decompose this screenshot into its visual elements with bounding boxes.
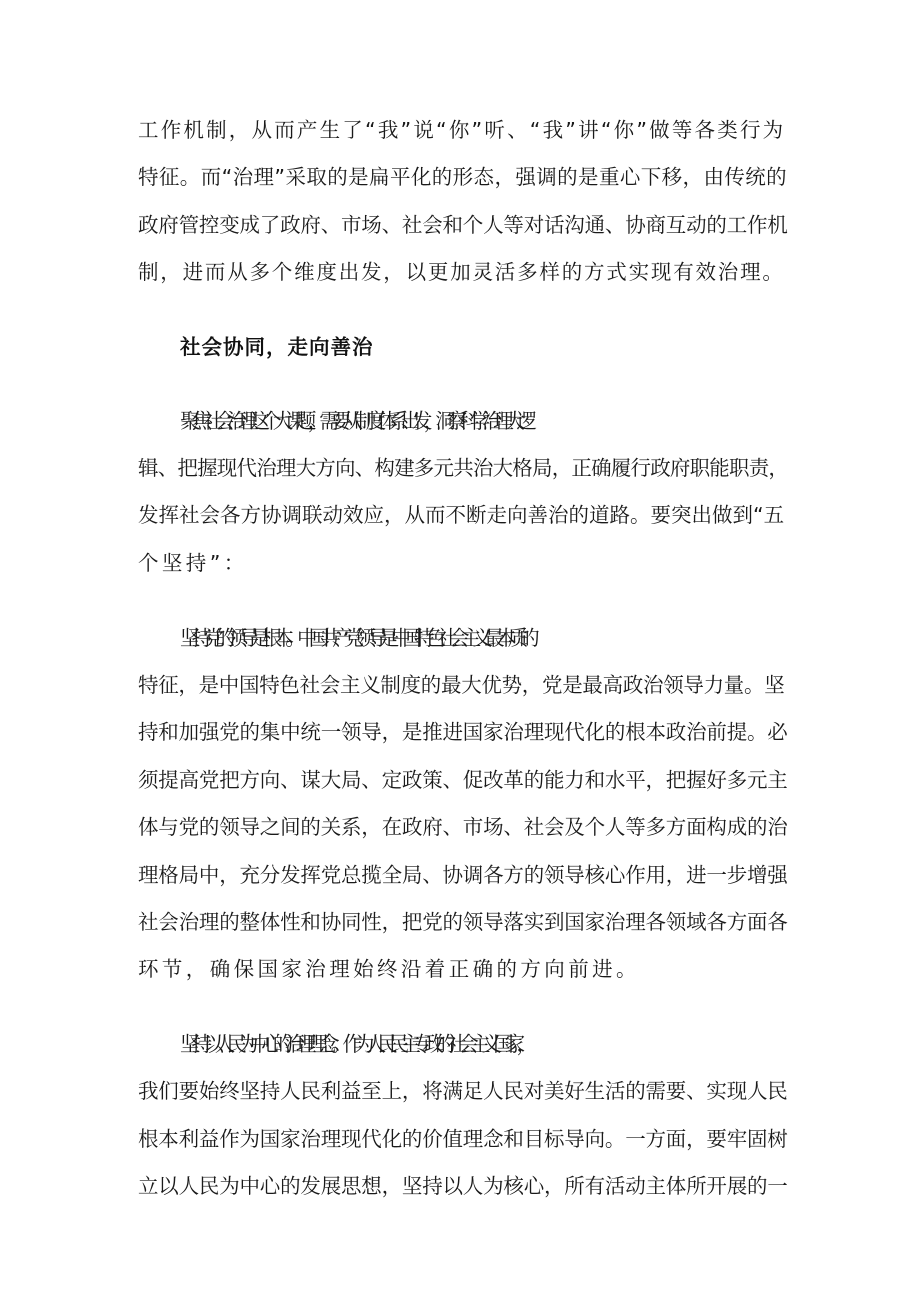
paragraph-line: 制，进而从多个维度出发，以更加灵活多样的方式实现有效治理。 xyxy=(138,260,785,284)
paragraph-line: 特征，是中国特色社会主义制度的最大优势，党是最高政治领导力量。坚 xyxy=(138,673,785,697)
paragraph-line: 根本利益作为国家治理现代化的价值理念和目标导向。一方面，要牢固树 xyxy=(138,1127,788,1151)
paragraph-line: 须提高党把方向、谋大局、定政策、促改革的能力和水平，把握好多元主 xyxy=(138,768,788,792)
paragraph-line: 特征。而“治理”采取的是扁平化的形态，强调的是重心下移，由传统的 xyxy=(138,165,788,189)
paragraph-line: 社会治理的整体性和协同性，把党的领导落实到国家治理各领域各方面各 xyxy=(138,910,788,934)
paragraph-line: 坚持以人民为中心的治理理念。作为人民民主专政的社会主义国家， xyxy=(180,1032,528,1056)
paragraph-line: 坚持党的领导是根本。中国共产党领导是中国特色社会主义最本质的 xyxy=(180,626,531,650)
paragraph-line: 辑、把握现代治理大方向、构建多元共治大格局，正确履行政府职能职责， xyxy=(138,456,789,480)
section-heading: 社会协同，走向善治 xyxy=(180,335,374,359)
paragraph-line: 体与党的领导之间的关系，在政府、市场、社会及个人等多方面构成的治 xyxy=(138,815,788,839)
paragraph-line: 政府管控变成了政府、市场、社会和个人等对话沟通、协商互动的工作机 xyxy=(138,213,788,237)
paragraph-line: 个坚持”： xyxy=(138,551,248,575)
paragraph-line: 聚焦社会治理这个大课题，需要从制度体系出发，洞察科学治理大逻 xyxy=(180,409,528,433)
paragraph-line: 我们要始终坚持人民利益至上，将满足人民对美好生活的需要、实现人民 xyxy=(138,1079,788,1103)
paragraph-line: 发挥社会各方协调联动效应，从而不断走向善治的道路。要突出做到“五 xyxy=(138,503,785,527)
paragraph-line: 环节，确保国家治理始终沿着正确的方向前进。 xyxy=(138,957,640,981)
paragraph-line: 工作机制，从而产生了“我”说“你”听、“我”讲“你”做等各类行为 xyxy=(138,118,786,142)
paragraph-line: 理格局中，充分发挥党总揽全局、协调各方的领导核心作用，进一步增强 xyxy=(138,863,788,887)
paragraph-line: 持和加强党的集中统一领导，是推进国家治理现代化的根本政治前提。必 xyxy=(138,720,788,744)
paragraph-line: 立以人民为中心的发展思想，坚持以人为核心，所有活动主体所开展的一 xyxy=(138,1174,788,1198)
